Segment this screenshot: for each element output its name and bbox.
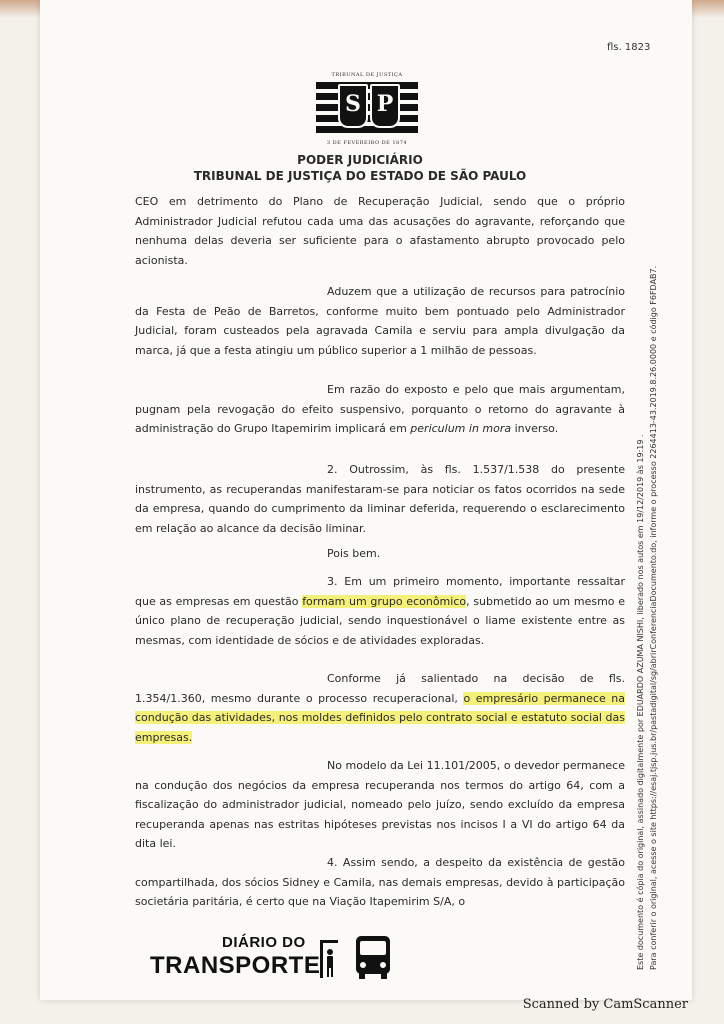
paragraph-9-text: 4. Assim sendo, a despeito da existência de gestão compartilhada, dos sócios Sidney e Camila, nas demais empresas, devido à participação societária paritária, é certo que na Viação Itapemirim S/A, o [135,856,625,908]
paragraph-5-text: Pois bem. [327,547,381,560]
seal-shield-right: P [370,84,400,128]
diario-do-transporte-logo [150,930,400,982]
paragraph-2 [135,282,625,360]
paragraph-1: CEO em detrimento do Plano de Recuperação Judicial, sendo que o próprio Administrador Judicial refutou cada uma das acusações do agravante, reforçando que nenhuma delas deveria ser suficiente para o afastamento abrupto provocado pelo acionista. [135,195,625,267]
camscanner-watermark: Scanned by CamScanner [522,997,688,1012]
logo-line-1: DIÁRIO DO [222,934,306,951]
highlight-empresario: o empresário permanece na condução das atividades, nos moldes definidos pelo contrato social e estatuto social das empresas. [135,691,625,744]
paragraph-3 [135,380,625,439]
seal-top-text: TRIBUNAL DE JUSTIÇA [331,72,403,78]
paragraph-7-text-a: Conforme já salientado na decisão de fls. 1.354/1.360, mesmo durante o processo recuperacional, [135,672,625,705]
sidebar-line-2: Para conferir o original, acesse o site https://esaj.tjsp.jus.br/pastadigital/sg/abrirConferenciaDocumento.do, informe o processo 2264413-43.2019.8.26.0000 e código F6FDAB7. [649,265,658,970]
paragraph-4-text: 2. Outrossim, às fls. 1.537/1.538 do presente instrumento, as recuperandas manifestaram-se para noticiar os fatos ocorridos na sede da empresa, quando do cumprimento da liminar deferida, requerendo o esclarecimento em relação ao alcance da decisão liminar. [135,463,625,535]
document-header [140,152,580,184]
highlight-grupo-economico: formam um grupo econômico [302,594,467,608]
seal-bottom-text: 3 DE FEVEREIRO DE 1874 [326,140,408,146]
paragraph-6 [135,572,625,650]
paragraph-5 [135,544,625,564]
paragraph-3-text-a: Em razão do exposto e pelo que mais argumentam, pugnam pela revogação do efeito suspensivo, porquanto o retorno do agravante à administração do Grupo Itapemirim implicará em [135,383,625,435]
header-line-1: PODER JUDICIÁRIO [297,153,423,167]
paragraph-2-text: Aduzem que a utilização de recursos para patrocínio da Festa de Peão de Barretos, conforme muito bem pontuado pelo Administrador Judicial, foram custeados pela agravada Camila e serviu para ampla divulgação da marca, já que a festa atingiu um público superior a 1 milhão de pessoas. [135,285,625,357]
header-line-2: TRIBUNAL DE JUSTIÇA DO ESTADO DE SÃO PAULO [193,169,527,183]
verification-sidebar [634,180,686,970]
paragraph-8 [135,756,625,854]
paragraph-7 [135,669,625,747]
paragraph-6-text-b: , submetido ao um mesmo e único plano de recuperação judicial, sendo inquestionável o liame existente entre as mesmas, com identidade de sócios e de atividades exploradas. [135,594,625,647]
paragraph-6-text-a: 3. Em um primeiro momento, importante ressaltar que as empresas em questão [135,575,625,608]
paragraph-3-italic: periculum in mora [410,422,512,435]
court-seal [312,72,422,148]
folio-number: fls. 1823 [607,42,651,53]
bus-stop-icon [318,934,398,980]
logo-line-2: TRANSPORTE [150,952,321,979]
paragraph-4 [135,460,625,538]
seal-shield-left: S [338,84,368,128]
paragraph-3-text-b: inverso. [511,422,559,435]
sidebar-line-1: Este documento é cópia do original, assinado digitalmente por EDUARDO AZUMA NISHI, liberado nos autos em 19/12/2019 às 19:19 . [636,434,645,970]
paragraph-8-text: No modelo da Lei 11.101/2005, o devedor permanece na condução dos negócios da empresa recuperanda nos termos do artigo 64, com a fiscalização do administrador judicial, nomeado pelo juízo, sendo excluído da empresa recuperanda apenas nas estritas hipóteses previstas nos incisos I a VI do artigo 64 da dita lei. [135,759,625,850]
paragraph-9 [135,853,625,912]
